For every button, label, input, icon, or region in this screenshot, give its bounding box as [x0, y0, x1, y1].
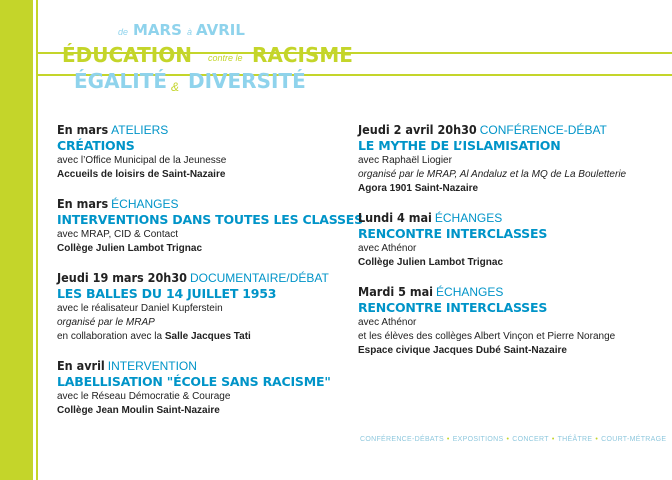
left-green-bar	[0, 0, 33, 480]
event-kind: DOCUMENTAIRE/DÉBAT	[189, 271, 329, 285]
footer-item: EXPOSITIONS	[452, 436, 504, 443]
event-detail: avec Raphaël Liogier	[358, 155, 452, 166]
event-organizer: organisé par le MRAP	[57, 317, 155, 328]
event-item	[358, 122, 626, 196]
right-column	[358, 122, 626, 372]
event-kind: CONFÉRENCE-DÉBAT	[479, 123, 607, 137]
event-date: En mars	[57, 196, 109, 211]
word-a: à	[187, 27, 193, 37]
event-location: Espace civique Jacques Dubé Saint-Nazaire	[358, 345, 567, 356]
event-date: Jeudi 2 avril 20h30	[358, 122, 477, 137]
event-location: Collège Jean Moulin Saint-Nazaire	[57, 405, 220, 416]
title-header	[38, 18, 672, 106]
event-organizer: organisé par le MRAP, Al Andaluz et la MQ de La Bouletterie	[358, 169, 627, 180]
bullet-icon: •	[551, 436, 555, 443]
footer-item: CONCERT	[512, 436, 549, 443]
word-racisme: RACISME	[252, 43, 353, 67]
event-location: Accueils de loisirs de Saint-Nazaire	[57, 169, 226, 180]
event-detail: avec le réalisateur Daniel Kupferstein	[57, 303, 223, 314]
bullet-icon: •	[446, 436, 450, 443]
event-item	[57, 122, 363, 182]
event-kind: ÉCHANGES	[111, 197, 179, 211]
event-location: Collège Julien Lambot Trignac	[358, 257, 504, 268]
footer-item: CONFÉRENCE-DÉBATS	[360, 436, 444, 443]
event-kind: ÉCHANGES	[436, 285, 504, 299]
event-title: LE MYTHE DE L’ISLAMISATION	[358, 138, 561, 153]
event-date: En avril	[57, 358, 105, 373]
event-title: CRÉATIONS	[57, 138, 135, 153]
event-detail: avec MRAP, CID & Contact	[57, 229, 178, 240]
bullet-icon: •	[595, 436, 599, 443]
event-item	[57, 270, 363, 344]
collab-prefix: en collaboration avec la	[57, 331, 165, 342]
event-date: Mardi 5 mai	[358, 284, 434, 299]
word-diversite: DIVERSITÉ	[188, 69, 306, 93]
event-date: En mars	[57, 122, 109, 137]
event-detail: avec le Réseau Démocratie & Courage	[57, 391, 231, 402]
event-title: LES BALLES DU 14 JUILLET 1953	[57, 286, 277, 301]
event-item	[57, 358, 363, 418]
word-education: ÉDUCATION	[62, 43, 192, 67]
word-de: de	[118, 27, 129, 37]
event-location: Collège Julien Lambot Trignac	[57, 243, 203, 254]
event-item	[57, 196, 363, 256]
event-date: Jeudi 19 mars 20h30	[57, 270, 187, 285]
event-kind: ATELIERS	[111, 123, 169, 137]
event-collab	[57, 330, 363, 344]
bullet-icon: •	[506, 436, 510, 443]
footer-categories	[360, 436, 666, 443]
word-egalite: ÉGALITÉ	[74, 69, 168, 93]
event-title: INTERVENTIONS DANS TOUTES LES CLASSES	[57, 212, 363, 227]
event-title: RENCONTRE INTERCLASSES	[358, 300, 548, 315]
event-detail: et les élèves des collèges Albert Vinçon et Pierre Norange	[358, 331, 616, 342]
word-ampersand: &	[171, 80, 180, 94]
word-avril: AVRIL	[196, 21, 245, 39]
event-detail: avec l’Office Municipal de la Jeunesse	[57, 155, 227, 166]
word-mars: MARS	[133, 21, 182, 39]
event-kind: ÉCHANGES	[434, 211, 503, 225]
footer-item: THÉÂTRE	[557, 436, 593, 443]
footer-item: COURT-MÉTRAGE	[601, 436, 667, 443]
word-contre-le: contre le	[208, 53, 243, 63]
event-detail: avec Athénor	[358, 243, 417, 254]
event-title: LABELLISATION "ÉCOLE SANS RACISME"	[57, 374, 331, 389]
event-item	[358, 210, 626, 270]
event-location: Agora 1901 Saint-Nazaire	[358, 183, 479, 194]
event-kind: INTERVENTION	[107, 359, 197, 373]
event-title: RENCONTRE INTERCLASSES	[358, 226, 548, 241]
event-location: Salle Jacques Tati	[164, 331, 251, 342]
left-column	[57, 122, 363, 432]
event-item	[358, 284, 626, 358]
event-date: Lundi 4 mai	[358, 210, 432, 225]
event-detail: avec Athénor	[358, 317, 417, 328]
